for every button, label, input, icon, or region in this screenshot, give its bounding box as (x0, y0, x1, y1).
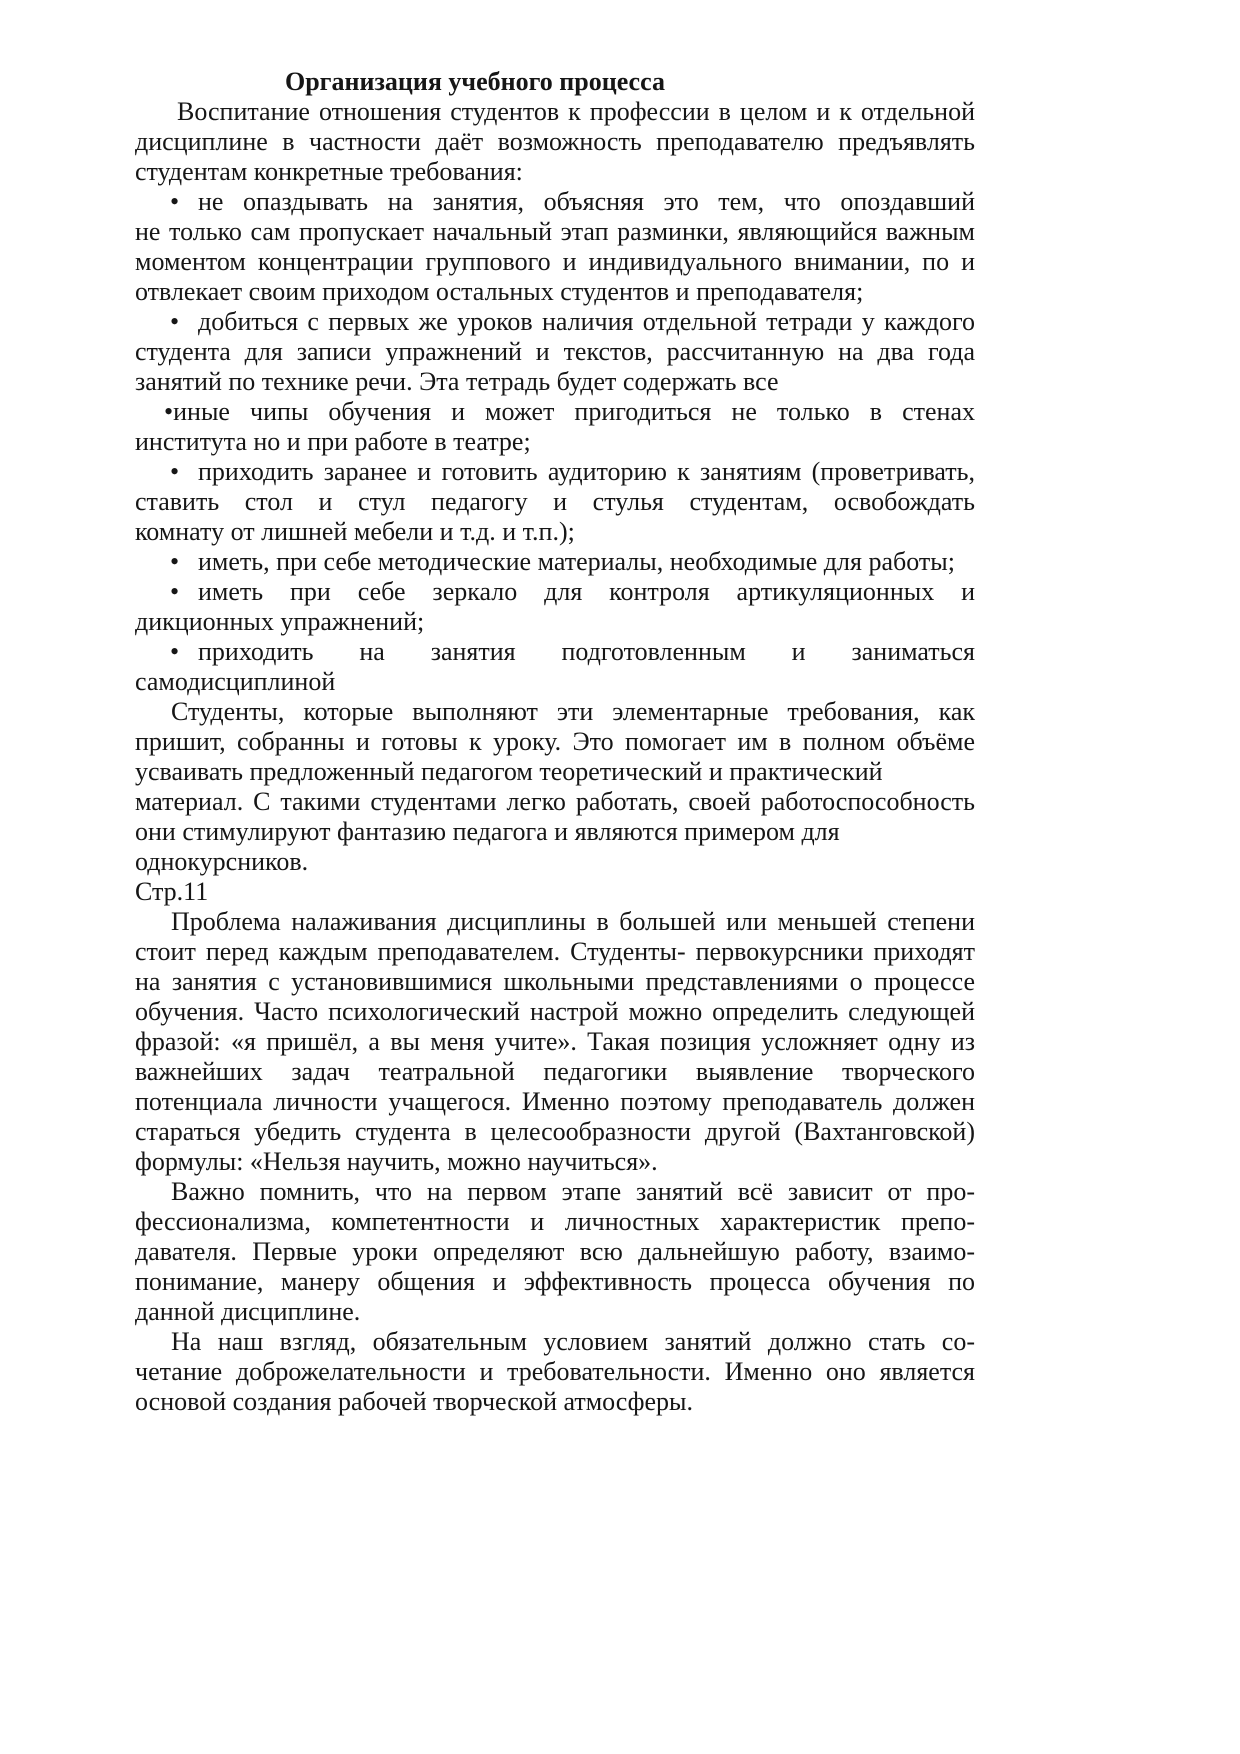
paragraph-line: фессионализма, компетентности и личностных характеристик препо- (135, 1207, 975, 1236)
paragraph-line: стоит перед каждым преподавателем. Студенты- первокурсники приходят (135, 937, 975, 966)
document-page (135, 67, 975, 1417)
requirement-item (135, 397, 975, 457)
paragraph-line: стараться убедить студента в целесообразности другой (Вахтанговской) (135, 1117, 975, 1146)
paragraph-line: обучения. Часто психологический настрой можно определить следующей (135, 997, 975, 1026)
requirement-line: студента для записи упражнений и текстов, рассчитанную на два года (135, 337, 975, 366)
document-title: Организация учебного процесса (285, 67, 665, 96)
requirement-line (135, 187, 975, 217)
paragraph-line: Проблема налаживания дисциплины в большей или меньшей степени (171, 907, 975, 936)
conclusion-paragraph (135, 697, 975, 877)
bullet-marker: • (170, 307, 180, 336)
requirement-text: приходить заранее и готовить аудиторию к занятиям (проветривать, (198, 457, 975, 486)
page-marker: Стр.11 (135, 877, 209, 906)
paragraph-line: важнейших задач театральной педагогики выявление творческого (135, 1057, 975, 1086)
requirement-line (135, 577, 975, 607)
requirement-line: занятий по технике речи. Эта тетрадь будет содержать все (135, 367, 779, 396)
paragraph-line: студентам конкретные требования: (135, 157, 523, 186)
paragraph-line: понимание, манеру общения и эффективность процесса обучения по (135, 1267, 975, 1296)
body-paragraph (135, 1177, 975, 1327)
bullet-marker: • (170, 547, 180, 576)
paragraph-line: пришит, собранны и готовы к уроку. Это помогает им в полном объёме (135, 727, 975, 756)
requirement-line (135, 397, 975, 427)
paragraph-line: четание доброжелательности и требовательности. Именно оно является (135, 1357, 975, 1386)
requirement-item (135, 187, 975, 307)
paragraph-line: формулы: «Нельзя научить, можно научиться». (135, 1147, 658, 1176)
requirement-text: иметь, при себе методические материалы, необходимые для работы; (198, 547, 955, 576)
paragraph-line: Студенты, которые выполняют эти элементарные требования, как (171, 697, 975, 726)
paragraph-line: на занятия с установившимися школьными представлениями о процессе (135, 967, 975, 996)
bullet-marker: • (170, 457, 180, 486)
requirement-item (135, 637, 975, 697)
body-paragraph (135, 1327, 975, 1417)
body-paragraph (135, 907, 975, 1177)
requirement-line (135, 547, 975, 577)
requirement-line (135, 307, 975, 337)
requirement-line: ставить стол и стул педагогу и стулья студентам, освобождать (135, 487, 975, 516)
requirement-item (135, 547, 975, 577)
bullet-marker: • (164, 397, 174, 426)
paragraph-line: На наш взгляд, обязательным условием занятий должно стать со- (171, 1327, 975, 1356)
paragraph-line: материал. С такими студентами легко работать, своей работоспособность (135, 787, 975, 816)
requirement-line: самодисциплиной (135, 667, 336, 696)
requirement-text: не опаздывать на занятия, объясняя это тем, что опоздавший (198, 187, 975, 216)
paragraph-line: усваивать предложенный педагогом теоретический и практический (135, 757, 883, 786)
requirement-line: дикционных упражнений; (135, 607, 425, 636)
paragraph-line: Воспитание отношения студентов к профессии в целом и к отдельной (177, 97, 975, 126)
paragraph-line: потенциала личности учащегося. Именно поэтому преподаватель должен (135, 1087, 975, 1116)
requirement-line: не только сам пропускает начальный этап разминки, являющийся важным (135, 217, 975, 246)
requirement-text: иметь при себе зеркало для контроля артикуляционных и (198, 577, 975, 606)
paragraph-line: фразой: «я пришёл, а вы меня учите». Такая позиция усложняет одну из (135, 1027, 975, 1056)
paragraph-line: Важно помнить, что на первом этапе занятий всё зависит от про- (171, 1177, 975, 1206)
requirement-text: добиться с первых же уроков наличия отдельной тетради у каждого (198, 307, 975, 336)
intro-paragraph (135, 97, 975, 187)
bullet-marker: • (170, 577, 180, 606)
requirements-list (135, 187, 975, 697)
requirement-line (135, 637, 975, 667)
bullet-marker: • (170, 187, 180, 216)
paragraph-line: давателя. Первые уроки определяют всю дальнейшую работу, взаимо- (135, 1237, 975, 1266)
paragraph-line: дисциплине в частности даёт возможность преподавателю предъявлять (135, 127, 975, 156)
requirement-line: моментом концентрации группового и индивидуального внимании, по и (135, 247, 975, 276)
paragraph-line: они стимулируют фантазию педагога и являются примером для (135, 817, 840, 846)
paragraph-line: основой создания рабочей творческой атмосферы. (135, 1387, 694, 1416)
requirement-item (135, 457, 975, 547)
requirement-line: комнату от лишней мебели и т.д. и т.п.); (135, 517, 575, 546)
paragraph-line: однокурсников. (135, 847, 309, 876)
requirement-item (135, 577, 975, 637)
requirement-line: института но и при работе в театре; (135, 427, 531, 456)
bullet-marker: • (170, 637, 180, 666)
requirement-line: отвлекает своим приходом остальных студентов и преподавателя; (135, 277, 864, 306)
requirement-text: иные чипы обучения и может пригодиться не только в стенах (173, 397, 975, 426)
requirement-line (135, 457, 975, 487)
requirement-text: приходить на занятия подготовленным и заниматься (198, 637, 975, 666)
paragraph-line: данной дисциплине. (135, 1297, 361, 1326)
requirement-item (135, 307, 975, 397)
